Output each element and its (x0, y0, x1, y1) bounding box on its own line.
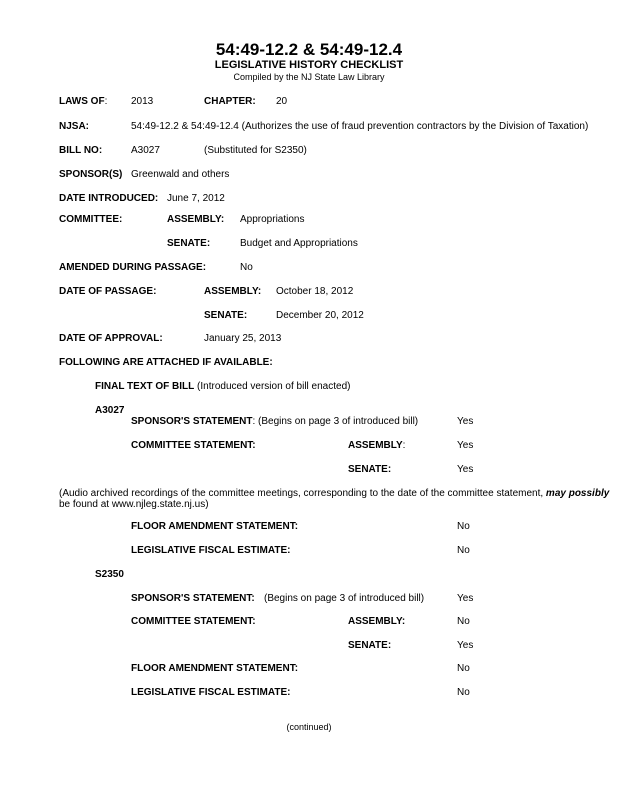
amended-label: AMENDED DURING PASSAGE: (59, 262, 207, 273)
bill-no-label: BILL NO: (59, 145, 103, 156)
passage-senate-value: December 20, 2012 (276, 310, 364, 321)
date-of-approval-label: DATE OF APPROVAL: (59, 333, 163, 344)
bill-no-note: (Substituted for S2350) (204, 145, 307, 156)
committee-assembly-value: Appropriations (240, 214, 305, 225)
passage-senate-label: SENATE: (204, 310, 248, 321)
njsa-value: 54:49-12.2 & 54:49-12.4 (Authorizes the use of fraud prevention contractors by the Division of Taxation) (131, 121, 589, 132)
bill-no-value: A3027 (131, 145, 160, 156)
laws-of-value: 2013 (131, 96, 154, 107)
committee-assembly-label: ASSEMBLY: (167, 214, 225, 225)
a3027-floor-amendment-value: No (457, 521, 470, 532)
date-introduced-label: DATE INTRODUCED: (59, 193, 159, 204)
date-of-passage-label: DATE OF PASSAGE: (59, 286, 157, 297)
audio-note-line-2: be found at www.njleg.state.nj.us) (59, 499, 209, 510)
a3027-floor-amendment-label: FLOOR AMENDMENT STATEMENT: (131, 521, 299, 532)
a3027-committee-assembly-value: Yes (457, 440, 474, 451)
s2350-heading: S2350 (95, 569, 124, 580)
chapter-value: 20 (276, 96, 288, 107)
sponsors-label: SPONSOR(S) (59, 169, 123, 180)
njsa-label: NJSA: (59, 121, 90, 132)
sponsors-value: Greenwald and others (131, 169, 230, 180)
attached-heading: FOLLOWING ARE ATTACHED IF AVAILABLE: (59, 357, 273, 368)
s2350-sponsor-value: Yes (457, 593, 474, 604)
laws-of-label: LAWS OF: (59, 96, 108, 107)
s2350-committee-assembly-label: ASSEMBLY: (348, 616, 406, 627)
s2350-sponsor-label: SPONSOR'S STATEMENT: (131, 593, 255, 604)
passage-assembly-label: ASSEMBLY: (204, 286, 262, 297)
committee-label: COMMITTEE: (59, 214, 123, 225)
a3027-fiscal-estimate-label: LEGISLATIVE FISCAL ESTIMATE: (131, 545, 291, 556)
a3027-sponsor-value: Yes (457, 416, 474, 427)
s2350-sponsor-note: (Begins on page 3 of introduced bill) (264, 593, 425, 604)
a3027-committee-senate-value: Yes (457, 464, 474, 475)
a3027-committee-senate-label: SENATE: (348, 464, 392, 475)
s2350-committee-senate-label: SENATE: (348, 640, 392, 651)
page-subtitle: LEGISLATIVE HISTORY CHECKLIST (214, 59, 404, 71)
page-title: 54:49-12.2 & 54:49-12.4 (215, 40, 403, 59)
committee-senate-label: SENATE: (167, 238, 211, 249)
chapter-label: CHAPTER: (204, 96, 256, 107)
committee-senate-value: Budget and Appropriations (240, 238, 358, 249)
s2350-floor-amendment-value: No (457, 663, 470, 674)
s2350-floor-amendment-label: FLOOR AMENDMENT STATEMENT: (131, 663, 299, 674)
a3027-sponsor-statement: SPONSOR'S STATEMENT: (Begins on page 3 of introduced bill) (131, 416, 419, 427)
s2350-committee-senate-value: Yes (457, 640, 474, 651)
date-introduced-value: June 7, 2012 (167, 193, 225, 204)
final-text-line: FINAL TEXT OF BILL (Introduced version of bill enacted) (95, 381, 351, 392)
a3027-committee-assembly-label: ASSEMBLY: (348, 440, 406, 451)
a3027-committee-label: COMMITTEE STATEMENT: (131, 440, 256, 451)
audio-note-line-1: (Audio archived recordings of the committee meetings, corresponding to the date of the committee statement, may possibly (59, 488, 610, 499)
s2350-fiscal-estimate-label: LEGISLATIVE FISCAL ESTIMATE: (131, 687, 291, 698)
date-of-approval-value: January 25, 2013 (204, 333, 282, 344)
s2350-committee-label: COMMITTEE STATEMENT: (131, 616, 256, 627)
s2350-fiscal-estimate-value: No (457, 687, 470, 698)
a3027-heading: A3027 (95, 405, 125, 416)
s2350-committee-assembly-value: No (457, 616, 470, 627)
continued-note: (continued) (286, 722, 332, 732)
compiled-by: Compiled by the NJ State Law Library (233, 72, 385, 82)
a3027-fiscal-estimate-value: No (457, 545, 470, 556)
passage-assembly-value: October 18, 2012 (276, 286, 354, 297)
amended-value: No (240, 262, 253, 273)
